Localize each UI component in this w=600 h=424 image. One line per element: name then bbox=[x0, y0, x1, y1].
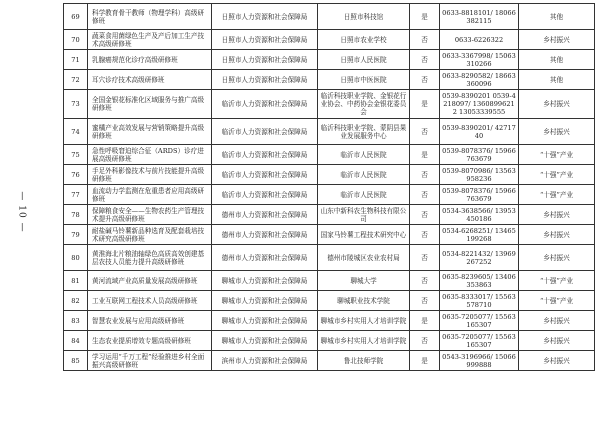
category: 乡村振兴 bbox=[519, 30, 595, 50]
host-organization: 临沂科技职业学院、金银花行业协会、中药协会金银花委员会 bbox=[318, 90, 410, 119]
department: 临沂市人力资源和社会保障局 bbox=[212, 185, 318, 205]
table-row bbox=[64, 311, 595, 331]
program-name: 手足外科影像技术与前片技能提升高级研修班 bbox=[88, 165, 212, 185]
page-number-container bbox=[14, 0, 30, 424]
contact-phone: 0539-8078376/ 15966763679 bbox=[440, 145, 519, 165]
program-name: 黄河流域产业高质量发展高级研修班 bbox=[88, 271, 212, 291]
contact-phone: 0539-8078376/ 15966763679 bbox=[440, 185, 519, 205]
department: 德州市人力资源和社会保障局 bbox=[212, 225, 318, 245]
row-number: 70 bbox=[64, 30, 88, 50]
department: 临沂市人力资源和社会保障局 bbox=[212, 119, 318, 145]
department: 日照市人力资源和社会保障局 bbox=[212, 70, 318, 90]
department: 临沂市人力资源和社会保障局 bbox=[212, 90, 318, 119]
host-organization: 聊城市乡村实用人才培训学院 bbox=[318, 311, 410, 331]
contact-phone: 0539-8390201/ 4271740 bbox=[440, 119, 519, 145]
department: 临沂市人力资源和社会保障局 bbox=[212, 165, 318, 185]
table-row bbox=[64, 50, 595, 70]
program-name: 耐盐碱马铃薯新品种选育及配套栽培技术研究高级研修班 bbox=[88, 225, 212, 245]
flag: 否 bbox=[410, 119, 440, 145]
host-organization: 山东中新科农生物科技有限公司 bbox=[318, 205, 410, 225]
department: 日照市人力资源和社会保障局 bbox=[212, 4, 318, 30]
host-organization: 日照市农业学校 bbox=[318, 30, 410, 50]
contact-phone: 0633-3367998/ 15063310266 bbox=[440, 50, 519, 70]
flag: 是 bbox=[410, 4, 440, 30]
category: 乡村振兴 bbox=[519, 351, 595, 371]
row-number: 80 bbox=[64, 245, 88, 271]
flag: 否 bbox=[410, 205, 440, 225]
table-row bbox=[64, 119, 595, 145]
table-row bbox=[64, 225, 595, 245]
category: 乡村振兴 bbox=[519, 245, 595, 271]
program-name: 蜜橘产业高效发展与营销策略提升高级研修班 bbox=[88, 119, 212, 145]
department: 日照市人力资源和社会保障局 bbox=[212, 30, 318, 50]
department: 德州市人力资源和社会保障局 bbox=[212, 205, 318, 225]
table-body bbox=[64, 4, 595, 371]
category: 乡村振兴 bbox=[519, 331, 595, 351]
row-number: 73 bbox=[64, 90, 88, 119]
table-row bbox=[64, 205, 595, 225]
department: 聊城市人力资源和社会保障局 bbox=[212, 331, 318, 351]
flag: 是 bbox=[410, 90, 440, 119]
program-name: 蔬菜食用菌绿色生产及产后加工生产技术高级研修班 bbox=[88, 30, 212, 50]
flag: 否 bbox=[410, 291, 440, 311]
row-number: 82 bbox=[64, 291, 88, 311]
category: “十强”产业 bbox=[519, 185, 595, 205]
flag: 是 bbox=[410, 145, 440, 165]
flag: 是 bbox=[410, 351, 440, 371]
contact-phone: 0543-3196966/ 15066999888 bbox=[440, 351, 519, 371]
category: 其他 bbox=[519, 50, 595, 70]
row-number: 79 bbox=[64, 225, 88, 245]
program-name: 乳腺癌规范化诊疗高级研修班 bbox=[88, 50, 212, 70]
host-organization: 聊城市乡村实用人才培训学院 bbox=[318, 331, 410, 351]
program-name: 学习运用“千万工程”经验推进乡村全面振兴高级研修班 bbox=[88, 351, 212, 371]
contact-phone: 0539-8070986/ 13563958236 bbox=[440, 165, 519, 185]
host-organization: 临沂科技职业学院、蒙阴县果业发展服务中心 bbox=[318, 119, 410, 145]
training-program-table bbox=[63, 3, 595, 371]
contact-phone: 0539-8390201 0539-4218097/ 13608996212 13053339555 bbox=[440, 90, 519, 119]
category: 乡村振兴 bbox=[519, 119, 595, 145]
row-number: 77 bbox=[64, 185, 88, 205]
row-number: 71 bbox=[64, 50, 88, 70]
program-name: 科学教育骨干教师（物理学科）高级研修班 bbox=[88, 4, 212, 30]
flag: 否 bbox=[410, 331, 440, 351]
host-organization: 聊城职业技术学院 bbox=[318, 291, 410, 311]
table-row bbox=[64, 291, 595, 311]
contact-phone: 0633-6226322 bbox=[440, 30, 519, 50]
table-row bbox=[64, 331, 595, 351]
contact-phone: 0635-7205077/ 15563165307 bbox=[440, 331, 519, 351]
row-number: 83 bbox=[64, 311, 88, 331]
row-number: 74 bbox=[64, 119, 88, 145]
department: 聊城市人力资源和社会保障局 bbox=[212, 311, 318, 331]
program-name: 生态农业提质增效专题高级研修班 bbox=[88, 331, 212, 351]
program-name: 血流动力学监测在危重患者应用高级研修班 bbox=[88, 185, 212, 205]
contact-phone: 0534-8221432/ 13969267252 bbox=[440, 245, 519, 271]
row-number: 85 bbox=[64, 351, 88, 371]
program-name: 保障粮食安全——生物农药生产管理技术提升高级研修班 bbox=[88, 205, 212, 225]
row-number: 81 bbox=[64, 271, 88, 291]
host-organization: 国家马铃薯工程技术研究中心 bbox=[318, 225, 410, 245]
row-number: 76 bbox=[64, 165, 88, 185]
page-number: — 10 — bbox=[17, 191, 27, 233]
contact-phone: 0635-7205077/ 15563165307 bbox=[440, 311, 519, 331]
contact-phone: 0635-8333017/ 15563578710 bbox=[440, 291, 519, 311]
flag: 否 bbox=[410, 50, 440, 70]
category: 其他 bbox=[519, 70, 595, 90]
table-row bbox=[64, 185, 595, 205]
category: 乡村振兴 bbox=[519, 205, 595, 225]
flag: 否 bbox=[410, 245, 440, 271]
contact-phone: 0635-8239605/ 13406353863 bbox=[440, 271, 519, 291]
row-number: 69 bbox=[64, 4, 88, 30]
host-organization: 鲁北技师学院 bbox=[318, 351, 410, 371]
flag: 否 bbox=[410, 70, 440, 90]
department: 聊城市人力资源和社会保障局 bbox=[212, 291, 318, 311]
host-organization: 临沂市人民医院 bbox=[318, 165, 410, 185]
contact-phone: 0633-8818101/ 18066382115 bbox=[440, 4, 519, 30]
program-name: 智慧农业发展与应用高级研修班 bbox=[88, 311, 212, 331]
host-organization: 临沂市人民医院 bbox=[318, 145, 410, 165]
host-organization: 德州市陵城区农业农村局 bbox=[318, 245, 410, 271]
category: “十强”产业 bbox=[519, 271, 595, 291]
category: 乡村振兴 bbox=[519, 225, 595, 245]
host-organization: 聊城大学 bbox=[318, 271, 410, 291]
table-row bbox=[64, 245, 595, 271]
category: 乡村振兴 bbox=[519, 311, 595, 331]
program-name: 急性呼吸窘迫综合征（ARDS）诊疗进展高级研修班 bbox=[88, 145, 212, 165]
flag: 否 bbox=[410, 165, 440, 185]
program-name: 工业互联网工程技术人员高级研修班 bbox=[88, 291, 212, 311]
row-number: 75 bbox=[64, 145, 88, 165]
row-number: 84 bbox=[64, 331, 88, 351]
flag: 否 bbox=[410, 185, 440, 205]
flag: 否 bbox=[410, 30, 440, 50]
table-row bbox=[64, 70, 595, 90]
table-row bbox=[64, 30, 595, 50]
program-name: 耳穴诊疗技术高级研修班 bbox=[88, 70, 212, 90]
department: 滨州市人力资源和社会保障局 bbox=[212, 351, 318, 371]
department: 日照市人力资源和社会保障局 bbox=[212, 50, 318, 70]
contact-phone: 0633-8290582/ 18663360096 bbox=[440, 70, 519, 90]
department: 聊城市人力资源和社会保障局 bbox=[212, 271, 318, 291]
table-row bbox=[64, 145, 595, 165]
row-number: 72 bbox=[64, 70, 88, 90]
host-organization: 临沂市人民医院 bbox=[318, 185, 410, 205]
table-row bbox=[64, 271, 595, 291]
table-row bbox=[64, 90, 595, 119]
flag: 否 bbox=[410, 271, 440, 291]
table-row bbox=[64, 351, 595, 371]
flag: 否 bbox=[410, 225, 440, 245]
flag: 是 bbox=[410, 311, 440, 331]
host-organization: 日照市人民医院 bbox=[318, 50, 410, 70]
program-name: 全国金银花标准化区域服务与推广高级研修班 bbox=[88, 90, 212, 119]
table-row bbox=[64, 4, 595, 30]
host-organization: 日照市中医医院 bbox=[318, 70, 410, 90]
host-organization: 日照市科技馆 bbox=[318, 4, 410, 30]
category: “十强”产业 bbox=[519, 165, 595, 185]
category: “十强”产业 bbox=[519, 145, 595, 165]
category: 乡村振兴 bbox=[519, 90, 595, 119]
program-name: 黄淮海北片粮油轴绿色高质高效创建基层农技人员能力提升高级研修班 bbox=[88, 245, 212, 271]
table-row bbox=[64, 165, 595, 185]
contact-phone: 0534-3638566/ 13953450186 bbox=[440, 205, 519, 225]
row-number: 78 bbox=[64, 205, 88, 225]
contact-phone: 0534-6268251/ 13465199268 bbox=[440, 225, 519, 245]
category: 其他 bbox=[519, 4, 595, 30]
department: 德州市人力资源和社会保障局 bbox=[212, 245, 318, 271]
category: “十强”产业 bbox=[519, 291, 595, 311]
department: 临沂市人力资源和社会保障局 bbox=[212, 145, 318, 165]
